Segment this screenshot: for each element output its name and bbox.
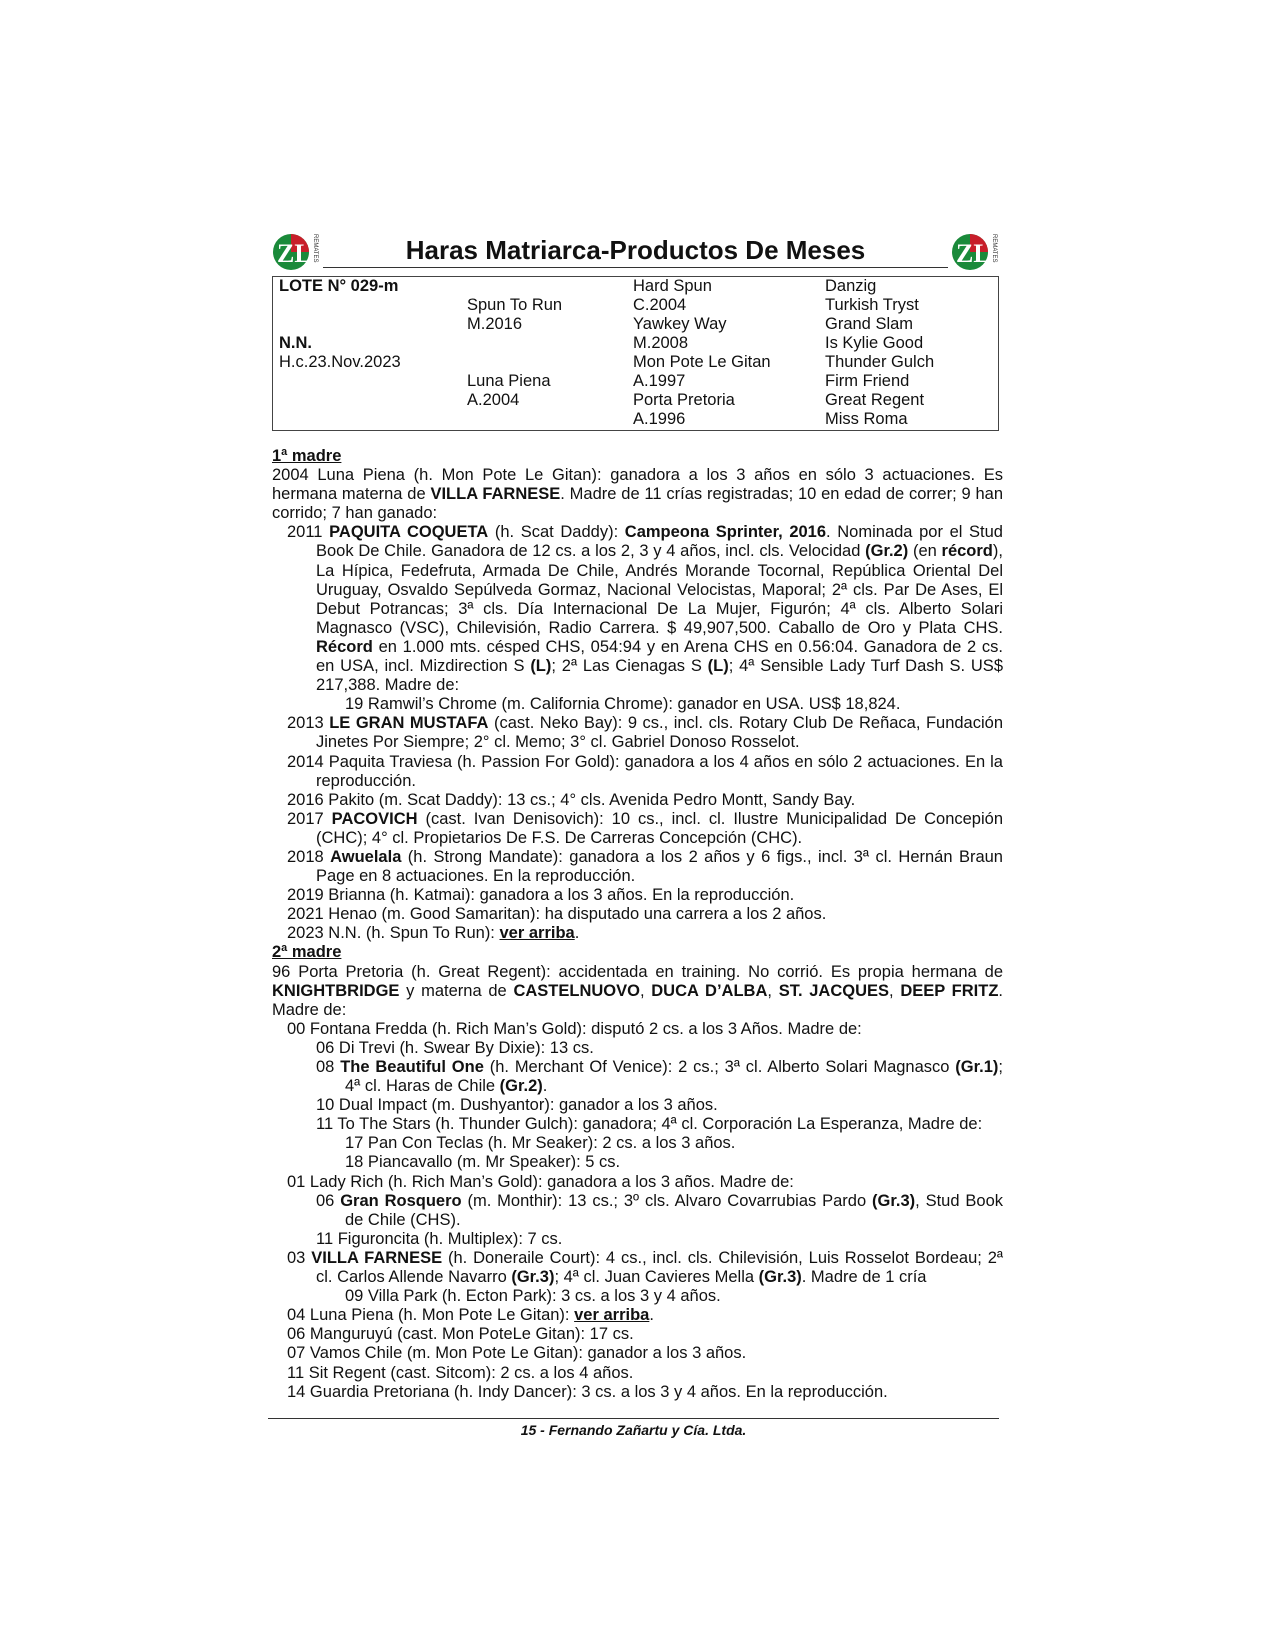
sire-year: M.2016 (467, 315, 523, 333)
gen3-item: Mon Pote Le Gitan (633, 353, 771, 371)
remates-logo-right (950, 226, 1000, 276)
bold-name: VILLA FARNESE (430, 485, 561, 504)
section-heading-first-dam: 1ª madre (272, 447, 342, 465)
produce-subentry: 06 Di Trevi (h. Swear By Dixie): 13 cs. (316, 1038, 594, 1057)
svg-text:REMATES: REMATES (312, 234, 318, 263)
produce-entry: 2017 PACOVICH (cast. Ivan Denisovich): 10 cs., incl. cl. Ilustre Municipalidad De Concepión (CHC); 4° cl. Propietarios De F.S. De Carreras Concepción (CHC). (287, 809, 1003, 847)
dam-year: A.2004 (467, 391, 520, 409)
produce-entry: 07 Vamos Chile (m. Mon Pote Le Gitan): ganador a los 3 años. (287, 1344, 747, 1363)
footer-divider (268, 1418, 999, 1419)
produce-subentry: 11 Figuroncita (h. Multiplex): 7 cs. (316, 1229, 563, 1248)
gen3-item: Hard Spun (633, 277, 712, 295)
produce-subentry: 19 Ramwil’s Chrome (m. California Chrome): ganador en USA. US$ 18,824. (345, 695, 901, 714)
page-footer: 15 - Fernando Zañartu y Cía. Ltda. (520, 1422, 747, 1438)
gen4-item: Is Kylie Good (825, 334, 924, 352)
produce-entry: 14 Guardia Pretoriana (h. Indy Dancer): 3 cs. a los 3 y 4 años. En la reproducción. (287, 1382, 888, 1401)
first-dam-text: 2004 Luna Piena (h. Mon Pote Le Gitan): ganadora a los 3 años en sólo 3 actuaciones. Es hermana materna de VILLA FARNESE. Madre de 11 crías registradas; 10 en edad de correr; 9 han corrido; 7 han ganado: (272, 466, 1003, 523)
gen4-item: Danzig (825, 277, 877, 295)
produce-entry: 2016 Pakito (m. Scat Daddy): 13 cs.; 4° cls. Avenida Pedro Montt, Sandy Bay. (287, 790, 856, 809)
produce-entry: 06 Manguruyú (cast. Mon PoteLe Gitan): 17 cs. (287, 1325, 634, 1344)
gen3-item: C.2004 (633, 296, 687, 314)
produce-subsubentry: 17 Pan Con Teclas (h. Mr Seaker): 2 cs. a los 3 años. (345, 1134, 736, 1153)
section-heading-second-dam: 2ª madre (272, 943, 342, 962)
page-title: Haras Matriarca-Productos De Meses (323, 233, 948, 268)
produce-entry: 00 Fontana Fredda (h. Rich Man’s Gold): disputó 2 cs. a los 3 Años. Madre de: (287, 1019, 862, 1038)
lot-number: LOTE N° 029-m (279, 277, 399, 295)
produce-entry: 2011 PAQUITA COQUETA (h. Scat Daddy): Campeona Sprinter, 2016. Nominada por el Stud Book De Chile. Ganadora de 12 cs. a los 2, 3 y 4 años, incl. cls. Velocidad (Gr.2) (en récord), La Hípica, Fedefruta, Armada De Chile, Andrés Morande Tocornal, República Oriental Del Uruguay, Osvaldo Sepúlveda Gormaz, Nacional Velocistas, Maporal; 2ª cls. Par De Ases, El Debut Potrancas; 3ª cls. Día Internacional De La Mujer, Figurón; 4ª cls. Alberto Solari Magnasco (VSC), Chilevisión, Radio Carrera. $ 49,907,500. Caballo de Oro y Plata CHS. Récord en 1.000 mts. césped CHS, 054:94 y en Arena CHS en 0.56:04. Ganadora de 2 cs. en USA, incl. Mizdirection S (L); 2ª Las Cienagas S (L); 4ª Sensible Lady Turf Dash S. US$ 217,388. Madre de: (287, 523, 1003, 695)
gen4-item: Miss Roma (825, 410, 908, 428)
gen4-item: Firm Friend (825, 372, 910, 390)
dam-name: Luna Piena (467, 372, 551, 390)
svg-text:REMATES: REMATES (991, 234, 997, 263)
svg-text:ZL: ZL (277, 239, 312, 268)
produce-subentry: 08 The Beautiful One (h. Merchant Of Venice): 2 cs.; 3ª cl. Alberto Solari Magnasco (Gr.1); 4ª cl. Haras de Chile (Gr.2). (316, 1058, 1003, 1096)
see-above-link: ver arriba (499, 924, 575, 943)
gen3-item: M.2008 (633, 334, 689, 352)
produce-entry: 2013 LE GRAN MUSTAFA (cast. Neko Bay): 9 cs., incl. cls. Rotary Club De Reñaca, Fundación Jinetes Por Siempre; 2° cl. Memo; 3° cl. Gabriel Donoso Rosselot. (287, 714, 1004, 752)
produce-subsubentry: 18 Piancavallo (m. Mr Speaker): 5 cs. (345, 1153, 621, 1172)
gen4-item: Great Regent (825, 391, 925, 409)
sire-name: Spun To Run (467, 296, 563, 314)
produce-entry: 2023 N.N. (h. Spun To Run): ver arriba. (287, 924, 580, 943)
produce-entry: 03 VILLA FARNESE (h. Doneraile Court): 4 cs., incl. cls. Chilevisión, Luis Rosselot Bordeau; 2ª cl. Carlos Allende Navarro (Gr.3); 4ª cl. Juan Cavieres Mella (Gr.3). Madre de 1 cría (287, 1248, 1003, 1287)
svg-text:ZL: ZL (956, 239, 991, 268)
gen3-item: Yawkey Way (633, 315, 727, 333)
pedigree-table (272, 276, 999, 431)
produce-subentry: 09 Villa Park (h. Ecton Park): 3 cs. a los 3 y 4 años. (345, 1287, 721, 1306)
produce-entry: 11 Sit Regent (cast. Sitcom): 2 cs. a los 4 años. (287, 1363, 634, 1382)
pedigree-notes (272, 447, 1003, 1402)
produce-entry: 2018 Awuelala (h. Strong Mandate): ganadora a los 2 años y 6 figs., incl. 3ª cl. Hernán Braun Page en 8 actuaciones. En la reproducción. (287, 847, 1003, 886)
produce-entry: 2021 Henao (m. Good Samaritan): ha disputado una carrera a los 2 años. (287, 905, 827, 924)
gen3-item: Porta Pretoria (633, 391, 735, 409)
see-above-link: ver arriba (574, 1306, 650, 1325)
remates-logo-left (271, 226, 321, 276)
gen3-item: A.1997 (633, 372, 686, 390)
produce-subentry: 06 Gran Rosquero (m. Monthir): 13 cs.; 3º cls. Alvaro Covarrubias Pardo (Gr.3), Stud Book de Chile (CHS). (316, 1191, 1003, 1229)
produce-entry: 2014 Paquita Traviesa (h. Passion For Gold): ganadora a los 4 años en sólo 2 actuaciones. En la reproducción. (287, 752, 1003, 790)
horse-birth: H.c.23.Nov.2023 (279, 353, 401, 371)
gen4-item: Turkish Tryst (825, 296, 919, 314)
produce-subentry: 10 Dual Impact (m. Dushyantor): ganador a los 3 años. (316, 1096, 718, 1115)
produce-subentry: 11 To The Stars (h. Thunder Gulch): ganadora; 4ª cl. Corporación La Esperanza, Madre de: (316, 1115, 983, 1134)
gen4-item: Thunder Gulch (825, 353, 935, 371)
produce-entry: 2019 Brianna (h. Katmai): ganadora a los 3 años. En la reproducción. (287, 886, 795, 905)
second-dam-text: 96 Porta Pretoria (h. Great Regent): accidentada en training. No corrió. Es propia hermana de KNIGHTBRIDGE y materna de CASTELNUOVO, DUCA D’ALBA, ST. JACQUES, DEEP FRITZ. Madre de: (272, 962, 1004, 1019)
gen4-item: Grand Slam (825, 315, 914, 333)
produce-entry: 04 Luna Piena (h. Mon Pote Le Gitan): ver arriba. (287, 1306, 654, 1325)
produce-entry: 01 Lady Rich (h. Rich Man’s Gold): ganadora a los 3 años. Madre de: (287, 1172, 794, 1191)
horse-name: N.N. (279, 334, 312, 352)
gen3-item: A.1996 (633, 410, 686, 428)
